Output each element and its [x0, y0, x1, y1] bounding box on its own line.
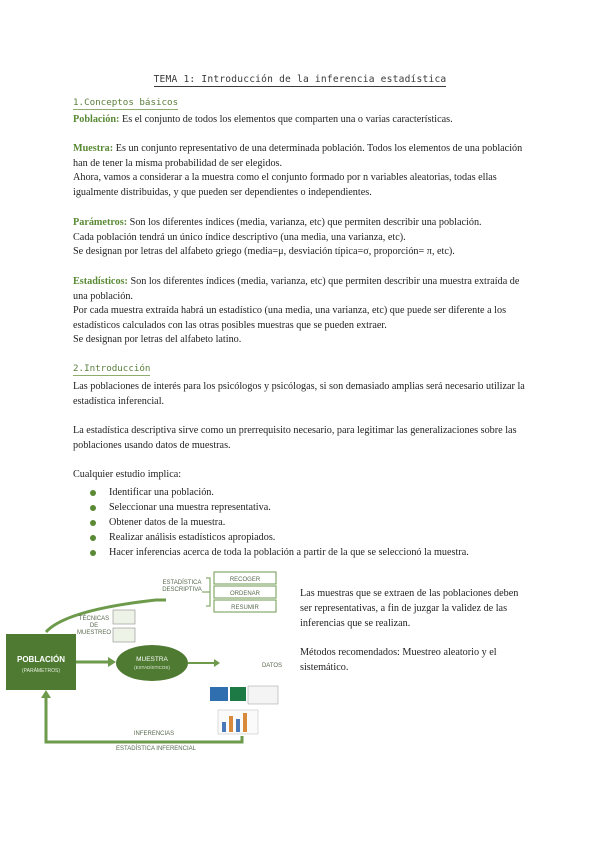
arrowhead-icon: [108, 657, 116, 667]
bar-chart-bar: [229, 716, 233, 732]
arrowhead-icon: [214, 659, 220, 667]
intro-paragraph-2: La estadística descriptiva sirve como un prerrequisito necesario, para legitimar las generalizaciones sobre las poblaciones usando datos de muestras.: [73, 425, 517, 451]
section-heading-conceptos: 1.Conceptos básicos: [73, 97, 179, 108]
list-item: Seleccionar una muestra representativa.: [90, 500, 530, 515]
muestra-term: Muestra:: [73, 143, 114, 154]
poblacion-term: Población:: [73, 114, 120, 125]
list-item: Obtener datos de la muestra.: [90, 515, 530, 530]
tecnicas-label-3: MUESTREO: [76, 630, 112, 636]
estadisticos-label: (ESTADÍSTICOS): [134, 665, 170, 670]
spss-icon: [210, 687, 228, 701]
excel-icon: [230, 687, 246, 701]
descriptiva-brace: [202, 578, 210, 606]
estadisticos-term: Estadísticos:: [73, 276, 128, 287]
arrowhead-icon: [41, 690, 51, 698]
recoger-label: RECOGER: [229, 577, 261, 583]
resumir-label: RESUMIR: [231, 605, 259, 611]
list-item: Realizar análisis estadísticos apropiados.: [90, 530, 530, 545]
parametros-term: Parámetros:: [73, 217, 128, 228]
tecnicas-label-1: TÉCNICAS: [78, 616, 110, 622]
poblacion-label: POBLACIÓN: [17, 655, 65, 664]
intro-paragraph-3: Cualquier estudio implica:: [73, 469, 182, 480]
parametros-definition: Parámetros: Son los diferentes índices (media, varianza, etc) que permiten describir una población. Cada población tendrá un único índice descriptivo (una media, una varianza, etc). Se designan por letras del alfabeto griego (media=μ, desviación típica=σ, proporción= π, etc).: [73, 217, 482, 258]
side-paragraph-2: Métodos recomendados: Muestreo aleatorio y el sistemático.: [300, 647, 497, 673]
estadistica-descriptiva-label-1: ESTADÍSTICA: [162, 580, 202, 586]
bar-chart-bar: [243, 713, 247, 732]
poblacion-definition: Población: Es el conjunto de todos los elementos que comparten una o varias características.: [73, 114, 453, 125]
tecnicas-label-2: DE: [89, 623, 99, 629]
bar-chart-bar: [236, 719, 240, 732]
side-paragraph-1: Las muestras que se extraen de las poblaciones deben ser representativas, a fin de juzgar la validez de las inferencias que se realizan.: [300, 588, 519, 629]
muestra-label: MUESTRA: [136, 656, 168, 663]
estudio-steps-list: [90, 485, 530, 560]
spreadsheet-icon: [248, 686, 278, 704]
intro-paragraph-1: Las poblaciones de interés para los psicólogos y psicólogas, si son demasiado amplias será necesario utilizar la estadística inferencial.: [73, 381, 525, 407]
sampling-grid-icon: [113, 610, 135, 624]
muestra-ellipse: [116, 645, 188, 681]
estadistica-descriptiva-label-2: DESCRIPTIVA: [162, 587, 202, 593]
list-item: Identificar una población.: [90, 485, 530, 500]
datos-label: DATOS: [261, 663, 283, 669]
section-heading-introduccion: 2.Introducción: [73, 363, 151, 374]
estadistica-inferencial-label: ESTADÍSTICA INFERENCIAL: [116, 746, 196, 750]
inferencias-label: INFERENCIAS: [133, 731, 175, 737]
muestra-definition: Muestra: Es un conjunto representativo de una determinada población. Todos los elementos de una población han de tener la misma probabilidad de ser elegidos. Ahora, vamos a considerar a la muestra como el conjunto formado por n variables aleatorias, todas ellas igualmente distribuidas, y que pueden ser dependientes o independientes.: [73, 143, 523, 198]
parametros-label: (PARÁMETROS): [22, 668, 60, 674]
estadisticos-definition: Estadísticos: Son los diferentes índices (media, varianza, etc) que permiten describir una muestra extraída de una población. Por cada muestra extraída habrá un estadístico (una media, una varianza, etc) que puede ser diferente a los estadísticos calculados con las otras posibles muestras que se pueden extraer. Se designan por letras del alfabeto latino.: [73, 276, 520, 346]
document-title: TEMA 1: Introducción de la inferencia estadística: [153, 74, 447, 85]
sampling-grid-icon: [113, 628, 135, 642]
bar-chart-bar: [222, 722, 226, 732]
list-item: Hacer inferencias acerca de toda la población a partir de la que se seleccionó la muestra.: [90, 545, 530, 560]
ordenar-label: ORDENAR: [229, 591, 261, 597]
inference-diagram: [6, 570, 294, 750]
